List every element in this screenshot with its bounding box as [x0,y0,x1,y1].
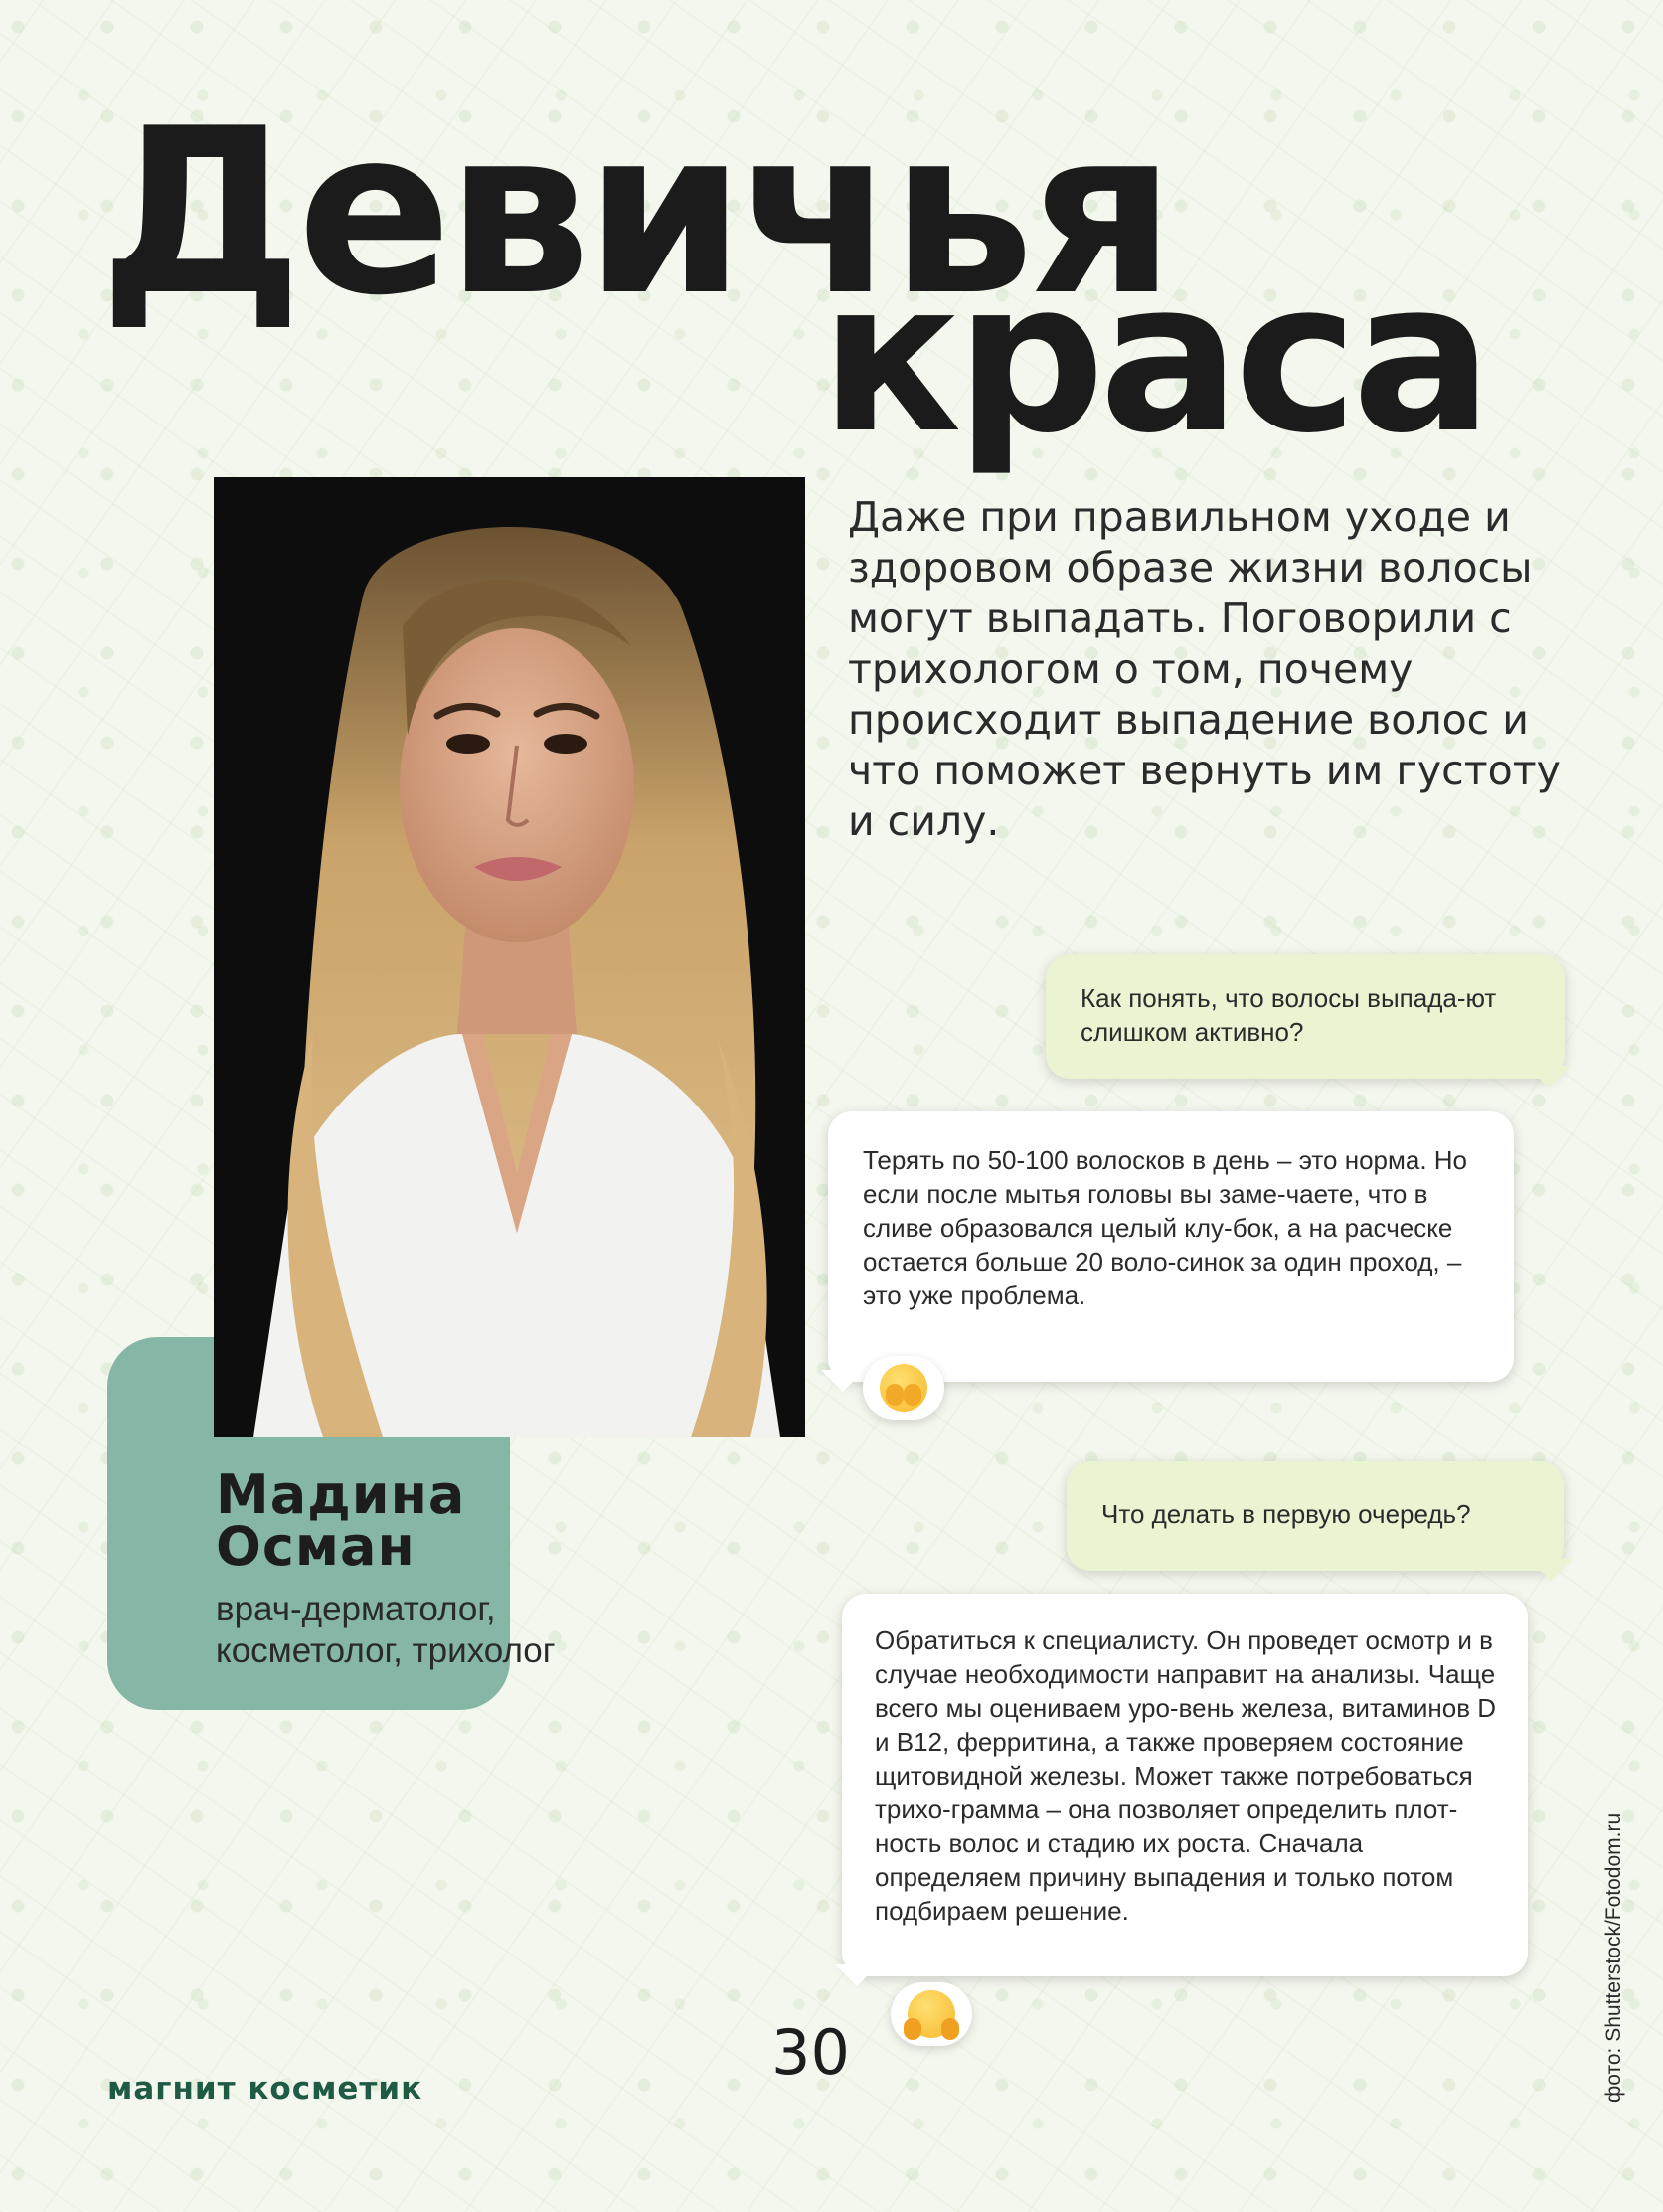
expert-role [216,1589,556,1672]
expert-name [216,1463,466,1578]
answer-2-text: Обратиться к специалисту. Он проведет осмотр и в случае необходимости направит на анализы. Чаще всего мы оцениваем уро-вень железа, витаминов D и B12, ферритина, а также проверяем состояние щитовидной железы. Может также потребоваться трихо-грамма – она позволяет определить плот-ность волос и стадию их роста. Сначала определяем причину выпадения и только потом подбираем решение. [875,1625,1497,1926]
answer-1-text: Терять по 50-100 волосков в день – это норма. Но если после мытья головы вы заме-чаете, что в сливе образовался целый клу-бок, а на расческе остается больше 20 воло-синок за один проход, – это уже проблема. [863,1145,1468,1310]
expert-last-name: Осман [216,1515,416,1578]
question-1-text: Как понять, что волосы выпада-ют слишком активно? [1081,983,1497,1047]
title-line-2: краса [820,236,1487,479]
question-2-text: Что делать в первую очередь? [1101,1499,1471,1529]
answer-2-tail [835,1964,879,1986]
expert-role-line-2: косметолог, трихолог [216,1631,556,1670]
photo-credit: фото: Shutterstock/Fotodom.ru [1602,1812,1625,2103]
brand-logo: магнит косметик [107,2071,423,2107]
intro-text: Даже при правильном уходе и здоровом образе жизни волосы могут выпадать. Поговорили с трихологом о том, почему происходит выпадение волос и что поможет вернуть им густоту и силу. [848,493,1561,845]
question-bubble-2 [1067,1461,1564,1571]
answer-bubble-1 [828,1111,1514,1382]
answer-1-tail [821,1370,865,1392]
hugging-face-icon [891,1982,972,2046]
expert-photo [214,477,805,1437]
title-line-1: Девичья [99,81,1170,346]
question-bubble-1 [1046,954,1565,1079]
expert-role-line-1: врач-дерматолог, [216,1590,496,1628]
face-with-hands-over-eyes-icon [863,1356,944,1420]
answer-bubble-2 [842,1594,1528,1976]
question-1-tail [1527,1066,1571,1088]
page-number: 30 [771,2016,850,2089]
expert-first-name: Мадина [216,1463,466,1526]
question-2-tail [1529,1559,1573,1581]
